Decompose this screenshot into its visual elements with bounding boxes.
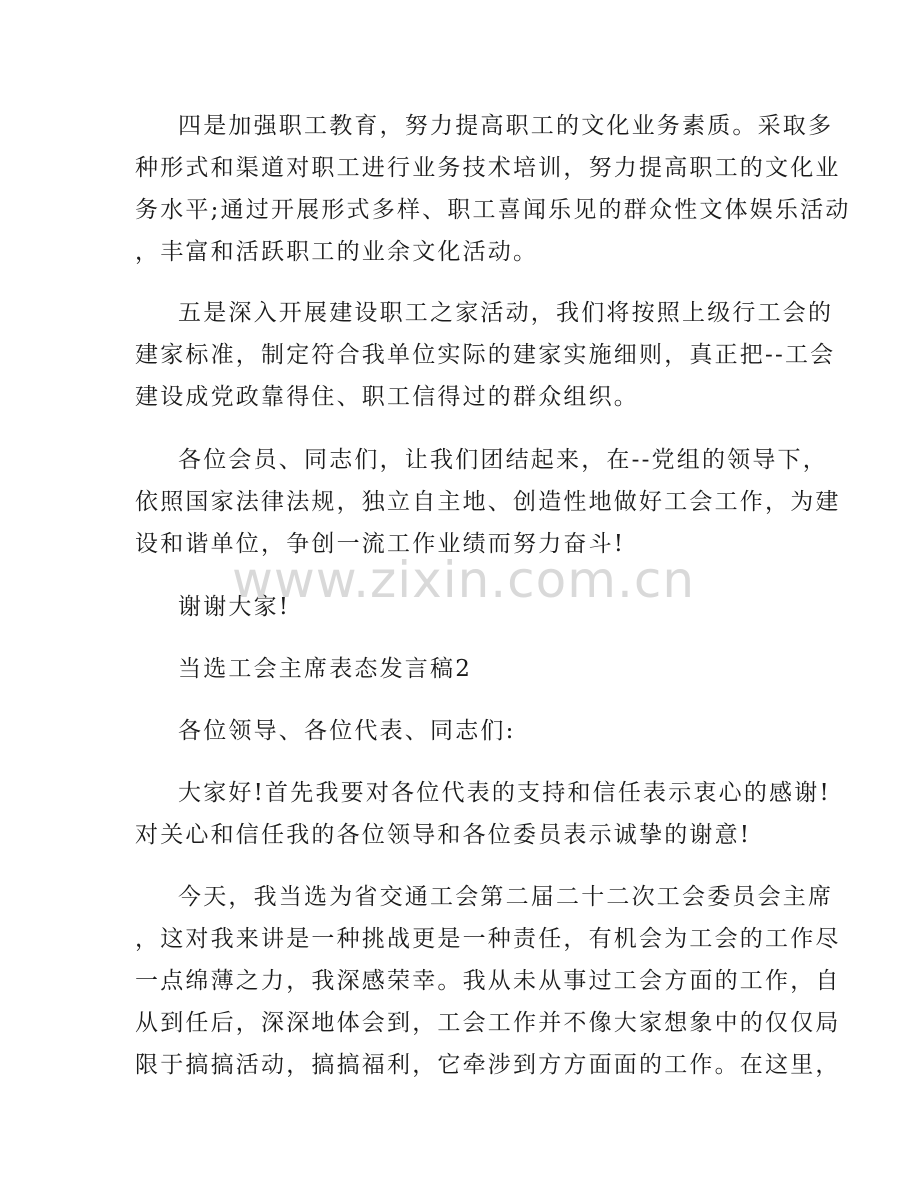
- text-line: 务水平;通过开展形式多样、职工喜闻乐见的群众性文体娱乐活动: [135, 197, 851, 223]
- text-line: 四是加强职工教育，努力提高职工的文化业务素质。采取多: [178, 113, 834, 139]
- watermark: www.zixin.com.cn: [232, 551, 696, 609]
- text-line: 谢谢大家!: [178, 594, 291, 620]
- text-line: 今天，我当选为省交通工会第二届二十二次工会委员会主席: [178, 884, 834, 910]
- text-line: 对关心和信任我的各位领导和各位委员表示诚挚的谢意!: [135, 822, 752, 848]
- text-line: ，这对我来讲是一种挑战更是一种责任，有机会为工会的工作尽: [135, 926, 841, 952]
- section-title: 当选工会主席表态发言稿2: [178, 656, 473, 682]
- text-line: 限于搞搞活动，搞搞福利，它牵涉到方方面面的工作。在这里，: [135, 1052, 841, 1078]
- text-line: 设和谐单位，争创一流工作业绩而努力奋斗!: [135, 531, 626, 557]
- text-line: ，丰富和活跃职工的业余文化活动。: [135, 239, 539, 265]
- text-line: 种形式和渠道对职工进行业务技术培训，努力提高职工的文化业: [135, 155, 841, 181]
- text-line: 建设成党政靠得住、职工信得过的群众组织。: [135, 384, 639, 410]
- text-line: 一点绵薄之力，我深感荣幸。我从未从事过工会方面的工作，自: [135, 968, 841, 994]
- text-line: 依照国家法律法规，独立自主地、创造性地做好工会工作，为建: [135, 489, 841, 515]
- text-line: 各位会员、同志们，让我们团结起来，在--党组的领导下，: [178, 447, 828, 473]
- text-line: 建家标准，制定符合我单位实际的建家实施细则，真正把--工会: [135, 342, 836, 368]
- text-line: 从到任后，深深地体会到，工会工作并不像大家想象中的仅仅局: [135, 1010, 841, 1036]
- salutation: 各位领导、各位代表、同志们:: [178, 718, 516, 744]
- text-line: 五是深入开展建设职工之家活动，我们将按照上级行工会的: [178, 300, 834, 326]
- text-line: 大家好!首先我要对各位代表的支持和信任表示衷心的感谢!: [178, 780, 831, 806]
